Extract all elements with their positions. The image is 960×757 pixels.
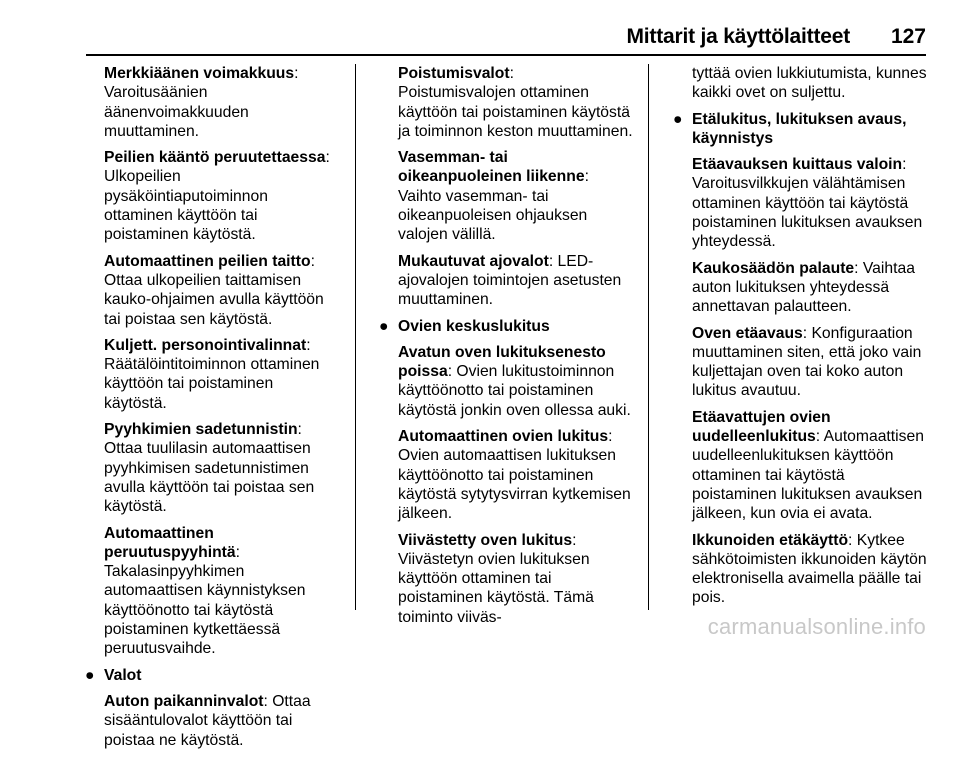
setting-description bbox=[104, 420, 340, 516]
setting-name: Merkkiäänen voimakkuus bbox=[104, 65, 295, 82]
setting-text: : Automaattisen uudelleenlukituksen käyttöön ottaminen tai käytöstä poistaminen lukituksen avauksen jälkeen, kun ovia ei avata. bbox=[692, 428, 924, 523]
setting-name: Avatun oven lukituksenesto poissa bbox=[398, 343, 606, 381]
setting-name: Automaattinen peilien taitto bbox=[104, 252, 311, 270]
section-heading: Valot bbox=[104, 666, 142, 684]
setting-text: : Ottaa sisääntulovalot käyttöön tai poistaa ne käytöstä. bbox=[104, 692, 311, 749]
page-header bbox=[0, 0, 960, 52]
column-divider-1 bbox=[355, 64, 356, 610]
setting-text: : Takalasinpyyhkimen automaattisen käynnistyksen käyttöönotto tai käytöstä poistaminen kytkettäessä peruutusvaihde. bbox=[104, 543, 306, 658]
page-number: 127 bbox=[890, 25, 926, 48]
setting-text: : Kytkee sähkötoimisten ikkunoiden käytön elektronisella avaimella päälle tai pois. bbox=[692, 531, 927, 607]
setting-name: Ikkunoiden etäkäyttö bbox=[692, 531, 849, 549]
setting-name: Automaattinen ovien lukitus bbox=[398, 428, 609, 446]
section-heading: Etälukitus, lukituksen avaus, käynnistys bbox=[692, 110, 907, 147]
setting-text: : Räätälöintitoiminnon ottaminen käyttöön tai poistaminen käytöstä. bbox=[104, 336, 320, 412]
setting-description bbox=[104, 148, 340, 244]
setting-description bbox=[692, 531, 928, 608]
setting-name: Pyyhkimien sadetunnistin bbox=[104, 421, 298, 439]
setting-name: Vasemman- tai oikeanpuoleinen liikenne bbox=[398, 149, 585, 186]
setting-description bbox=[692, 324, 928, 401]
header-rule bbox=[86, 54, 926, 56]
setting-description bbox=[104, 336, 340, 413]
setting-name: Peilien kääntö peruutettaessa bbox=[104, 149, 326, 167]
setting-text: : Viivästetyn ovien lukituksen käyttöön ottaminen tai poistaminen käytöstä. Tämä toiminto viiväs- bbox=[398, 531, 594, 626]
setting-text: tyttää ovien lukkiutumista, kunnes kaikki ovet on suljettu. bbox=[692, 65, 927, 102]
setting-description bbox=[398, 427, 634, 523]
setting-name: Poistumisvalot bbox=[398, 65, 510, 82]
bullet-icon: ● bbox=[379, 317, 389, 335]
setting-name: Automaattinen peruutuspyyhintä bbox=[104, 524, 236, 561]
setting-description bbox=[692, 64, 928, 103]
setting-text: : Ottaa tuulilasin automaattisen pyyhkimisen sadetunnistimen avulla käyttöön tai poistaa sen käytöstä. bbox=[104, 421, 315, 516]
setting-name: Kuljett. personointivalinnat bbox=[104, 336, 307, 354]
column-2 bbox=[379, 64, 634, 634]
setting-description bbox=[398, 148, 634, 244]
setting-description bbox=[398, 531, 634, 627]
setting-description bbox=[398, 252, 634, 310]
section-bullet bbox=[673, 110, 928, 149]
column-1 bbox=[85, 64, 340, 757]
setting-description bbox=[692, 155, 928, 251]
setting-text: : LED-ajovalojen toimintojen asetusten muuttaminen. bbox=[398, 252, 622, 309]
section-bullet bbox=[85, 666, 340, 685]
setting-description bbox=[104, 692, 340, 750]
column-3 bbox=[673, 64, 928, 615]
setting-description bbox=[398, 64, 634, 141]
setting-description bbox=[692, 408, 928, 524]
setting-text: : Vaihtaa auton lukituksen yhteydessä annettavan palautteen. bbox=[692, 259, 915, 316]
section-heading: Ovien keskuslukitus bbox=[398, 317, 550, 335]
setting-text: : Varoitusvilkkujen välähtämisen ottaminen käyttöön tai käytöstä poistaminen lukituksen avauksen yhteydessä. bbox=[692, 156, 923, 251]
setting-name: Viivästetty oven lukitus bbox=[398, 531, 573, 549]
setting-name: Etäavauksen kuittaus valoin bbox=[692, 156, 903, 174]
setting-name: Oven etäavaus bbox=[692, 324, 803, 342]
setting-description bbox=[692, 259, 928, 317]
bullet-icon: ● bbox=[673, 110, 683, 128]
setting-name: Auton paikanninvalot bbox=[104, 692, 264, 710]
setting-text: : Varoitusäänien äänenvoimakkuuden muuttaminen. bbox=[104, 65, 299, 140]
setting-name: Etäavattujen ovien uudelleenlukitus bbox=[692, 408, 831, 446]
setting-description bbox=[398, 343, 634, 420]
setting-text: : Ovien automaattisen lukituksen käyttöönotto tai poistaminen käytöstä sytytysvirran kytkemisen jälkeen. bbox=[398, 428, 631, 523]
setting-name: Mukautuvat ajovalot bbox=[398, 252, 549, 270]
setting-description bbox=[104, 64, 340, 141]
setting-text: : Ottaa ulkopeilien taittamisen kauko-ohjaimen avulla käyttöön tai poistaa sen käytöstä. bbox=[104, 252, 324, 328]
setting-description bbox=[104, 524, 340, 659]
setting-text: : Ulkopeilien pysäköintiaputoiminnon ottaminen käyttöön tai poistaminen käytöstä. bbox=[104, 149, 330, 244]
setting-text: : Konfiguraation muuttaminen siten, että joko vain kuljettajan oven tai koko auton lukitus avautuu. bbox=[692, 324, 922, 400]
setting-name: Kaukosäädön palaute bbox=[692, 259, 855, 277]
bullet-icon: ● bbox=[85, 666, 95, 684]
setting-text: : Ovien lukitustoiminnon käyttöönotto tai poistaminen käytöstä jonkin oven ollessa auki. bbox=[398, 363, 631, 419]
section-bullet bbox=[379, 317, 634, 336]
chapter-title: Mittarit ja käyttölaitteet bbox=[626, 25, 850, 48]
column-divider-2 bbox=[648, 64, 649, 610]
setting-description bbox=[104, 252, 340, 329]
setting-text: : Vaihto vasemman- tai oikeanpuoleisen ohjauksen valojen välillä. bbox=[398, 168, 589, 244]
watermark: carmanualsonline.info bbox=[707, 614, 926, 639]
setting-text: : Poistumisvalojen ottaminen käyttöön tai poistaminen käytöstä ja toiminnon keston muuttaminen. bbox=[398, 65, 633, 140]
